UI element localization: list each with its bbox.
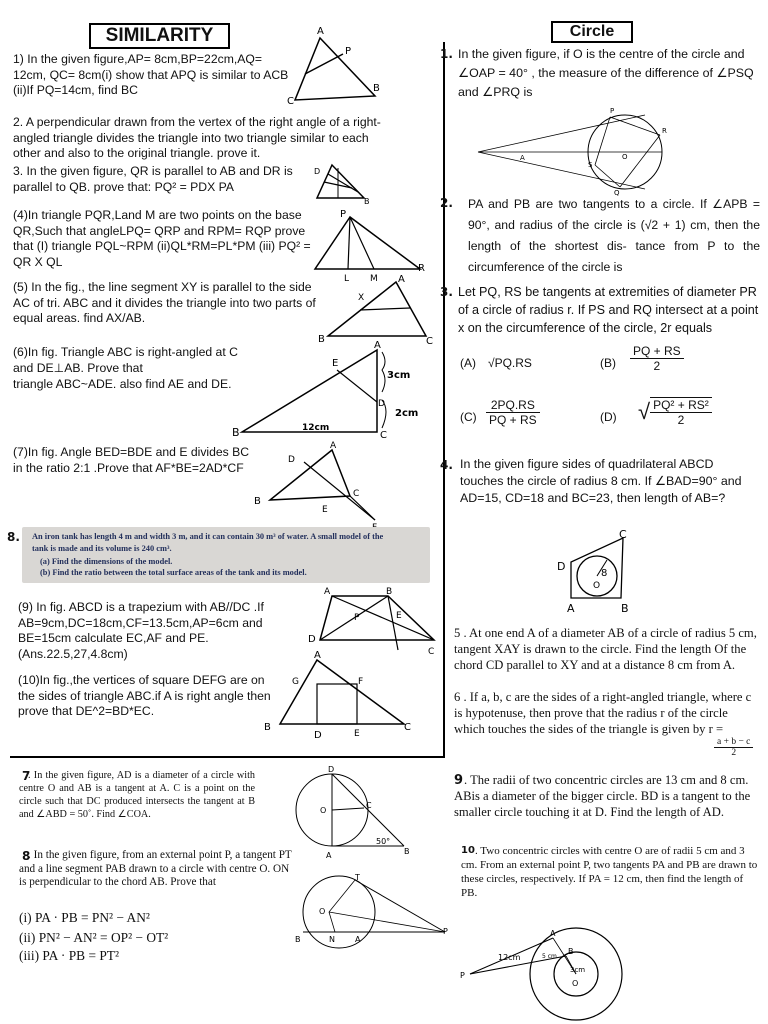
svg-text:A: A — [550, 929, 556, 938]
question-8-photo: An iron tank has length 4 m and width 3 m, and it can contain 30 m³ of water. A small model of the tank is made and its volume is 240 cm³. (a) Find the dimensions of the model. (b) Find the ratio between the total surface areas of the tank and its model. — [22, 527, 430, 583]
svg-text:Q: Q — [614, 189, 620, 197]
svg-text:M: M — [370, 274, 378, 284]
svg-text:O: O — [320, 806, 327, 815]
figure-similarity-6 — [232, 340, 432, 440]
bottom-question-7-number: 7 — [22, 769, 31, 783]
figure-similarity-7 — [250, 440, 390, 530]
right-question-6: 6 . If a, b, c are the sides of a right-angled triangle, where c is hypotenuse, then prove that the radius r of the circle which touches the sides of the triangle is given by r = — [454, 690, 752, 736]
section-divider — [10, 756, 445, 758]
right-question-9-number: 9 — [454, 773, 464, 788]
bottom-question-8-part-i: (i) PA · PB = PN² − AN² — [19, 910, 150, 925]
svg-text:B: B — [568, 947, 574, 956]
left-question-9: (9) In fig. ABCD is a trapezium with AB//DC .If AB=9cm,DC=18cm,CF=13.5cm,AP=6cm and BE=15cm calculate EC,AF and PE. (Ans.22.5,27,4.8cm) — [18, 600, 264, 661]
svg-text:B: B — [318, 334, 325, 345]
svg-text:O: O — [319, 907, 326, 916]
bottom-question-8: . In the given figure, from an external point P, a tangent PT and a line segment PAB drawn to a circle with centre O. ON is perpendicular to the chord AB. Prove that — [19, 849, 292, 888]
option-c-label: (C) — [460, 410, 477, 424]
option-b-fraction: $\frac{PQ + RS}{2}$ — [630, 344, 684, 373]
svg-text:O: O — [593, 581, 601, 591]
left-question-3: 3. In the given figure, QR is parallel to AB and DR is parallel to QB. prove that: PQ² = PDX PA — [13, 164, 293, 194]
svg-text:B: B — [364, 197, 370, 206]
svg-text:P: P — [610, 107, 615, 115]
bottom-question-8-number: 8 — [22, 849, 31, 863]
right-question-4-number: 4. — [440, 458, 453, 472]
similarity-title: SIMILARITY — [89, 23, 230, 49]
svg-text:R: R — [662, 127, 667, 135]
svg-text:C: C — [353, 489, 360, 499]
svg-text:B: B — [254, 496, 261, 507]
left-question-4: (4)In triangle PQR,Land M are two points on the base QR,Such that angleLPQ= QRP and RPM= RQP prove that (I) triangle PQL~RPM (ii)QL*RM=PL*PM (iii) PQ² = QR X QL — [13, 208, 311, 269]
svg-text:D: D — [314, 167, 321, 176]
left-question-8-number: 8. — [7, 530, 20, 544]
svg-text:E: E — [396, 611, 402, 621]
left-question-7: (7)In fig. Angle BED=BDE and E divides BC in the ratio 2:1 .Prove that AF*BE=2AD*CF — [13, 445, 250, 475]
svg-text:C: C — [366, 801, 372, 810]
svg-text:C: C — [404, 722, 411, 733]
svg-text:A: A — [330, 441, 337, 451]
right-question-1-number: 1. — [440, 47, 453, 61]
svg-text:D: D — [557, 560, 566, 573]
svg-text:P: P — [354, 613, 360, 623]
left-question-6-line-1: (6)In fig. Triangle ABC is right-angled at C — [13, 345, 238, 359]
option-d-fraction: √ $\frac{\text{PQ² + RS²}}{2}$ — [638, 397, 712, 427]
right-question-10: . Two concentric circles with centre O are of radii 5 cm and 3 cm. From an external point P, two tangents PA and PB are drawn to these circles, respectively. If PA = 12 cm, then find the length of PB. — [461, 845, 758, 899]
svg-text:B: B — [621, 602, 629, 615]
svg-text:P: P — [443, 927, 448, 936]
svg-text:A: A — [520, 154, 525, 162]
svg-text:D: D — [328, 765, 335, 774]
left-question-10: (10)In fig.,the vertices of square DEFG are on the sides of triangle ABC.if A is right angle then prove that DE^2=BD*EC. — [18, 673, 271, 718]
svg-text:X: X — [358, 293, 365, 303]
svg-text:C: C — [426, 336, 433, 347]
right-question-5: 5 . At one end A of a diameter AB of a circle of radius 5 cm, tangent XAY is drawn to the circle. Find the length Of the chord CD parallel to XY and at a distance 8 cm from A. — [454, 626, 757, 672]
svg-text:A: A — [324, 587, 331, 597]
svg-text:B: B — [404, 847, 410, 856]
svg-text:12cm: 12cm — [498, 953, 521, 962]
svg-text:B: B — [386, 587, 393, 597]
figure-similarity-4 — [310, 205, 430, 285]
figure-circle-4 — [555, 530, 645, 615]
svg-text:O: O — [622, 153, 628, 161]
figure-similarity-5 — [318, 274, 433, 347]
svg-text:A: A — [326, 851, 332, 860]
right-question-1: In the given figure, if O is the centre of the circle and ∠OAP = 40° , the measure of the difference of ∠PSQ and ∠PRQ is — [458, 47, 754, 99]
left-question-2: 2. A perpendicular drawn from the vertex of the right angle of a right-angled triangle divides the triangle into two triangle similar to each other and also to the original triangle. prove it. — [13, 115, 381, 160]
svg-text:R: R — [418, 263, 425, 274]
svg-text:S: S — [588, 161, 593, 169]
svg-text:B: B — [295, 935, 301, 944]
svg-text:T: T — [355, 873, 360, 882]
figure-circle-8 — [295, 872, 455, 952]
right-question-6-fraction: $\frac{a + b - c}{2}$ — [714, 737, 753, 758]
label-P: P — [345, 46, 352, 57]
svg-text:E: E — [354, 729, 360, 739]
svg-text:F: F — [358, 677, 364, 687]
svg-text:50°: 50° — [376, 837, 391, 846]
svg-text:8: 8 — [601, 568, 608, 579]
figure-circle-10 — [458, 928, 658, 1023]
svg-text:C: C — [619, 528, 627, 541]
svg-text:5 cm: 5 cm — [542, 953, 557, 960]
figure-similarity-3 — [312, 160, 372, 205]
svg-text:C: C — [380, 430, 387, 441]
left-question-1: 1) In the given figure,AP= 8cm,BP=22cm,AQ= 12cm, QC= 8cm(i) show that APQ is similar to ACB (ii)If PQ=14cm, find BC — [13, 52, 289, 97]
figure-square-10 — [262, 650, 422, 740]
svg-text:L: L — [344, 274, 350, 284]
right-question-2: PA and PB are two tangents to a circle. If ∠APB = 90°, and radius of the circle is (√2 + 1) cm, then the length of the shortest dis- tance from P to the circumference of the circle is — [468, 197, 760, 274]
svg-text:D: D — [314, 730, 322, 741]
right-question-4: In the given figure sides of quadrilateral ABCD touches the circle of radius 8 cm. If ∠BAD=90° and AD=15, CD=18 and BC=23, then length of AB=? — [460, 457, 742, 505]
svg-text:G: G — [292, 677, 299, 687]
label-B: B — [373, 83, 380, 94]
figure-similarity-1 — [285, 26, 385, 106]
bottom-question-7: . In the given figure, AD is a diameter of a circle with centre O and AB is a tangent at A. C is a point on the circle such that DC produced intersects the tangent at B and ∠ABD = 50˚. Find ∠COA. — [19, 770, 255, 820]
left-question-5: (5) In the fig., the line segment XY is parallel to the side AC of tri. ABC and it divides the triangle into two parts of equal areas. find AX/AB. — [13, 280, 316, 325]
svg-text:E: E — [332, 358, 339, 369]
option-a-label: (A) — [460, 356, 476, 370]
svg-text:B: B — [232, 426, 240, 439]
option-c-fraction: $\frac{2PQ.RS}{PQ + RS}$ — [486, 398, 540, 427]
svg-text:A: A — [314, 650, 321, 661]
bottom-question-8-part-iii: (iii) PA · PB = PT² — [19, 948, 119, 963]
label-C: C — [287, 96, 294, 107]
svg-text:A: A — [355, 935, 361, 944]
svg-text:3cm: 3cm — [387, 370, 411, 381]
svg-text:A: A — [567, 602, 575, 615]
svg-text:D: D — [378, 399, 385, 409]
bottom-question-8-part-ii: (ii) PN² − AN² = OP² − OT² — [19, 930, 169, 945]
svg-text:12cm: 12cm — [302, 423, 330, 433]
column-divider — [443, 42, 445, 758]
svg-text:P: P — [460, 971, 465, 980]
right-question-9: . The radii of two concentric circles are 13 cm and 8 cm. ABis a diameter of the bigger circle. BD is a tangent to the smaller circle touching it at D. Find the length of AD. — [454, 773, 751, 819]
label-A: A — [317, 26, 324, 37]
circle-title: Circle — [551, 21, 633, 43]
svg-text:3cm: 3cm — [570, 966, 586, 974]
svg-text:D: D — [288, 455, 295, 465]
option-a-value: √PQ.RS — [488, 356, 532, 370]
figure-trapezium-9 — [306, 588, 446, 658]
left-question-6-line-3: triangle ABC~ADE. also find AE and DE. — [13, 377, 232, 391]
option-b-label: (B) — [600, 356, 616, 370]
right-question-2-number: 2. — [440, 196, 453, 210]
figure-circle-7 — [290, 764, 425, 864]
svg-text:D: D — [308, 634, 316, 645]
right-question-3: Let PQ, RS be tangents at extremities of diameter PR of a circle of radius r. If PS and RQ intersect at a point x on the circumference of the circle, 2r equals — [458, 285, 759, 335]
svg-text:E: E — [322, 505, 328, 515]
svg-text:N: N — [329, 935, 335, 944]
left-question-6-line-2: and DE⊥AB. Prove that — [13, 361, 143, 375]
right-question-3-number: 3. — [440, 285, 453, 299]
figure-circle-1 — [470, 105, 690, 195]
svg-text:C: C — [428, 647, 435, 657]
right-question-10-number: 10 — [461, 845, 475, 856]
svg-text:P: P — [340, 209, 347, 220]
svg-text:B: B — [264, 722, 271, 733]
svg-text:O: O — [572, 979, 579, 988]
svg-text:2cm: 2cm — [395, 408, 419, 419]
option-d-label: (D) — [600, 410, 617, 424]
svg-text:A: A — [374, 340, 381, 351]
svg-text:A: A — [398, 274, 405, 285]
